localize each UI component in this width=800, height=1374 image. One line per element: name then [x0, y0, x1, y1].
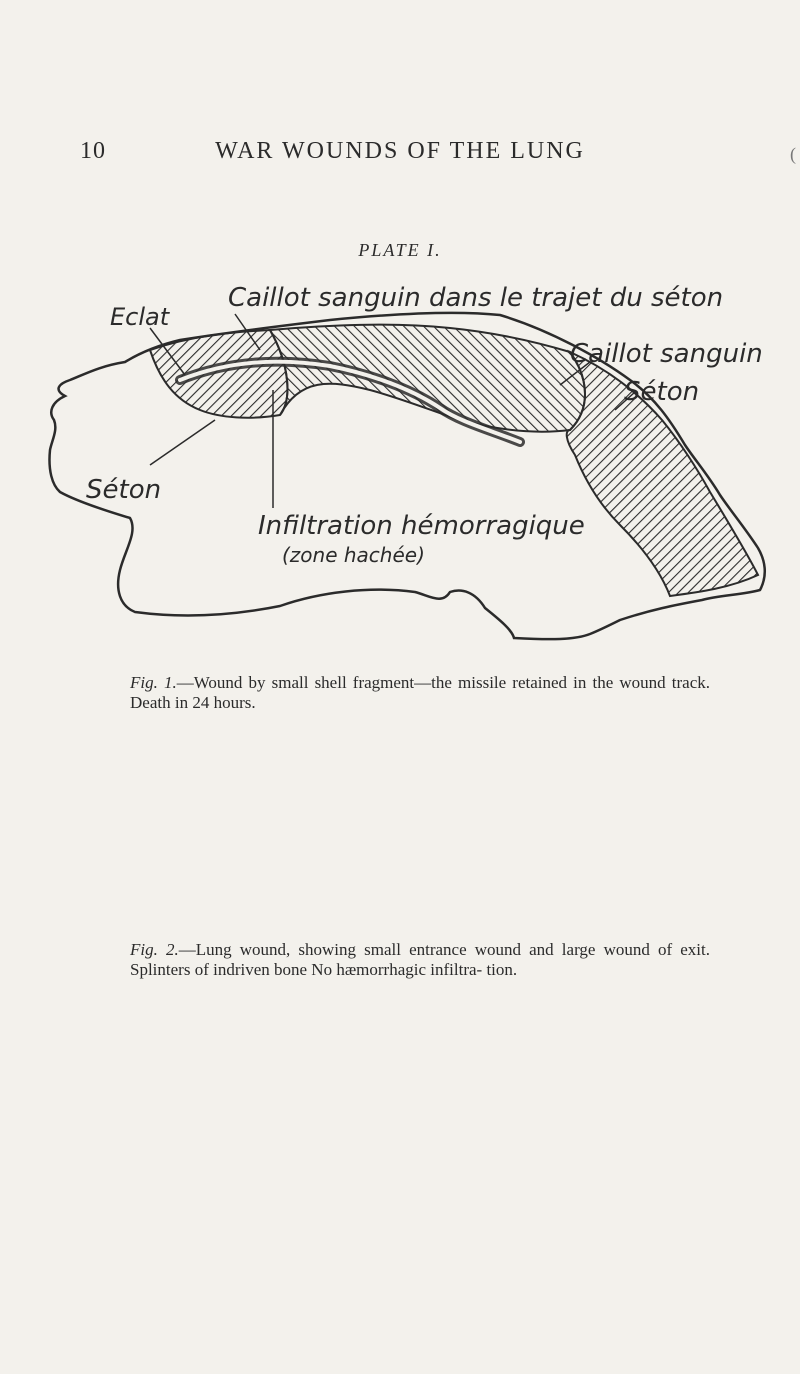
leader-seton-left [150, 420, 215, 465]
label-infiltration: Infiltration hémorragique [258, 511, 585, 541]
label-seton-left: Séton [86, 475, 162, 505]
label-top: Caillot sanguin dans le trajet du séton [228, 283, 724, 313]
hatched-zone-center [270, 325, 585, 432]
figure-2-caption-text: —Lung wound, showing small entrance wound and large wound of exit. Splinters of indriven bone No hæmorrhagic infiltra- tion. [130, 940, 711, 979]
label-eclat: Eclat [110, 303, 170, 331]
label-caillot-right: Caillot sanguin [570, 339, 763, 369]
label-seton-right: Séton [624, 377, 700, 407]
figure-1-caption-label: Fig. 1. [130, 673, 177, 692]
figure-1-caption-text: —Wound by small shell fragment—the missile retained in the wound track. Death in 24 hours. [130, 673, 710, 712]
label-zone: (zone hachée) [282, 543, 425, 567]
page-number: 10 [80, 138, 106, 164]
running-title: WAR WOUNDS OF THE LUNG [215, 138, 585, 164]
hatched-zone-left [150, 330, 287, 418]
edge-mark: ( [790, 144, 796, 164]
plate-title: PLATE I. [358, 240, 442, 260]
figure-1-caption [130, 673, 710, 713]
figure-2-caption-label: Fig. 2. [130, 940, 179, 959]
figure-2-caption [130, 940, 710, 980]
figure-1-illustration [30, 270, 780, 670]
